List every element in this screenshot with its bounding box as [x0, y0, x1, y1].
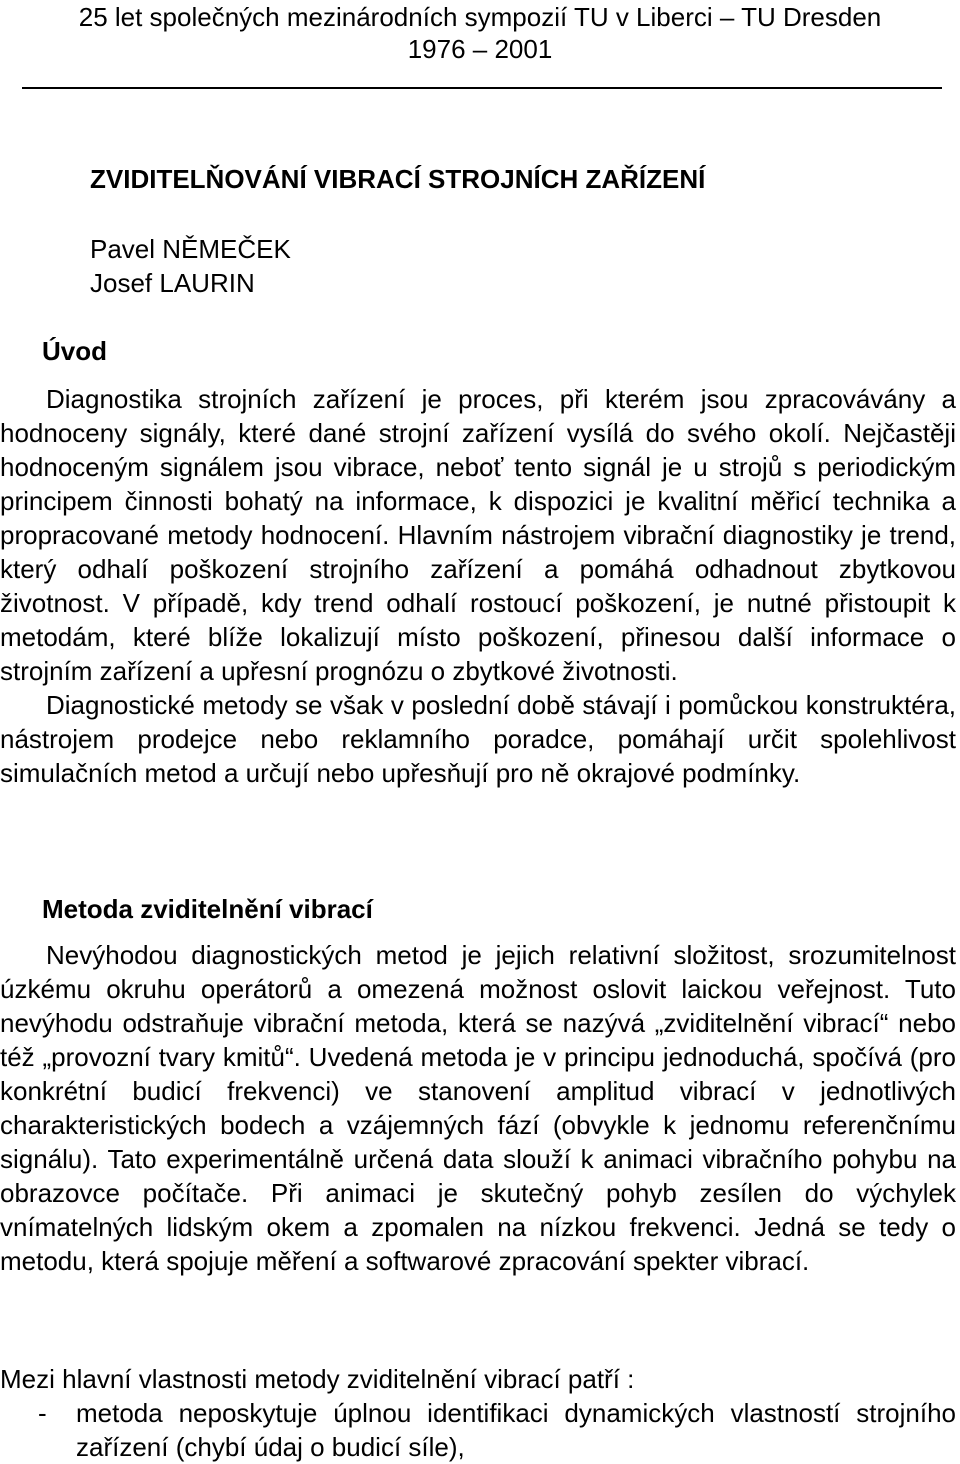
paragraph [0, 938, 956, 1278]
author-2: Josef LAURIN [90, 268, 255, 298]
properties-list [0, 1396, 956, 1464]
paper-title: ZVIDITELŇOVÁNÍ VIBRACÍ STROJNÍCH ZAŘÍZENÍ [90, 164, 706, 194]
list-item [0, 1396, 956, 1464]
header-years: 1976 – 2001 [407, 34, 553, 64]
list-item-text: metoda neposkytuje úplnou identifikaci dynamických vlastností strojního zařízení (chybí údaj o budicí síle), [76, 1398, 956, 1462]
list-bullet: - [38, 1398, 47, 1428]
section-heading-metoda: Metoda zviditelnění vibrací [42, 894, 373, 924]
list-intro: Mezi hlavní vlastnosti metody zviditelnění vibrací patří : [0, 1364, 635, 1394]
header-divider [22, 87, 942, 89]
paragraph-text: Nevýhodou diagnostických metod je jejich relativní složitost, srozumitelnost úzkému okruhu operátorů a omezená možnost oslovit laickou veřejnost. Tuto nevýhodu odstraňuje vibrační metoda, která se nazývá „zviditelnění vibrací“ nebo též „provozní tvary kmitů“. Uvedená metoda je v principu jednoduchá, spočívá (pro konkrétní budicí frekvenci) ve stanovení amplitud vibrací v jednotlivých charakteristických bodech a vzájemných fází (obvykle k jednomu referenčnímu signálu). Tato experimentálně určená data slouží k animaci vibračního pohybu na obrazovce počítače. Při animaci je skutečný pohyb zesílen do výchylek vnímatelných lidským okem a zpomalen na nízkou frekvenci. Jedná se tedy o metodu, která spojuje měření a softwarové zpracování spekter vibrací. [0, 940, 956, 1276]
paragraph [0, 688, 956, 790]
header-title: 25 let společných mezinárodních sympozií TU v Liberci – TU Dresden [78, 2, 882, 32]
section-body-uvod [0, 382, 956, 790]
section-heading-uvod: Úvod [42, 336, 107, 366]
paragraph [0, 382, 956, 688]
section-body-metoda [0, 938, 956, 1278]
paragraph-text: Diagnostika strojních zařízení je proces, při kterém jsou zpracovávány a hodnoceny signály, které dané strojní zařízení vysílá do svého okolí. Nejčastěji hodnoceným signálem jsou vibrace, neboť tento signál je u strojů s periodickým principem činnosti bohatý na informace, k dispozici je kvalitní měřicí technika a propracované metody hodnocení. Hlavním nástrojem vibrační diagnostiky je trend, který odhalí poškození strojního zařízení a pomáhá odhadnout zbytkovou životnost. V případě, kdy trend odhalí rostoucí poškození, je nutné přistoupit k metodám, které blíže lokalizují místo poškození, přinesou další informace o strojním zařízení a upřesní prognózu o zbytkové životnosti. [0, 384, 956, 686]
author-1: Pavel NĚMEČEK [90, 234, 291, 264]
paragraph-text: Diagnostické metody se však v poslední době stávají i pomůckou konstruktéra, nástrojem prodejce nebo reklamního poradce, pomáhají určit spolehlivost simulačních metod a určují nebo upřesňují pro ně okrajové podmínky. [0, 690, 956, 788]
